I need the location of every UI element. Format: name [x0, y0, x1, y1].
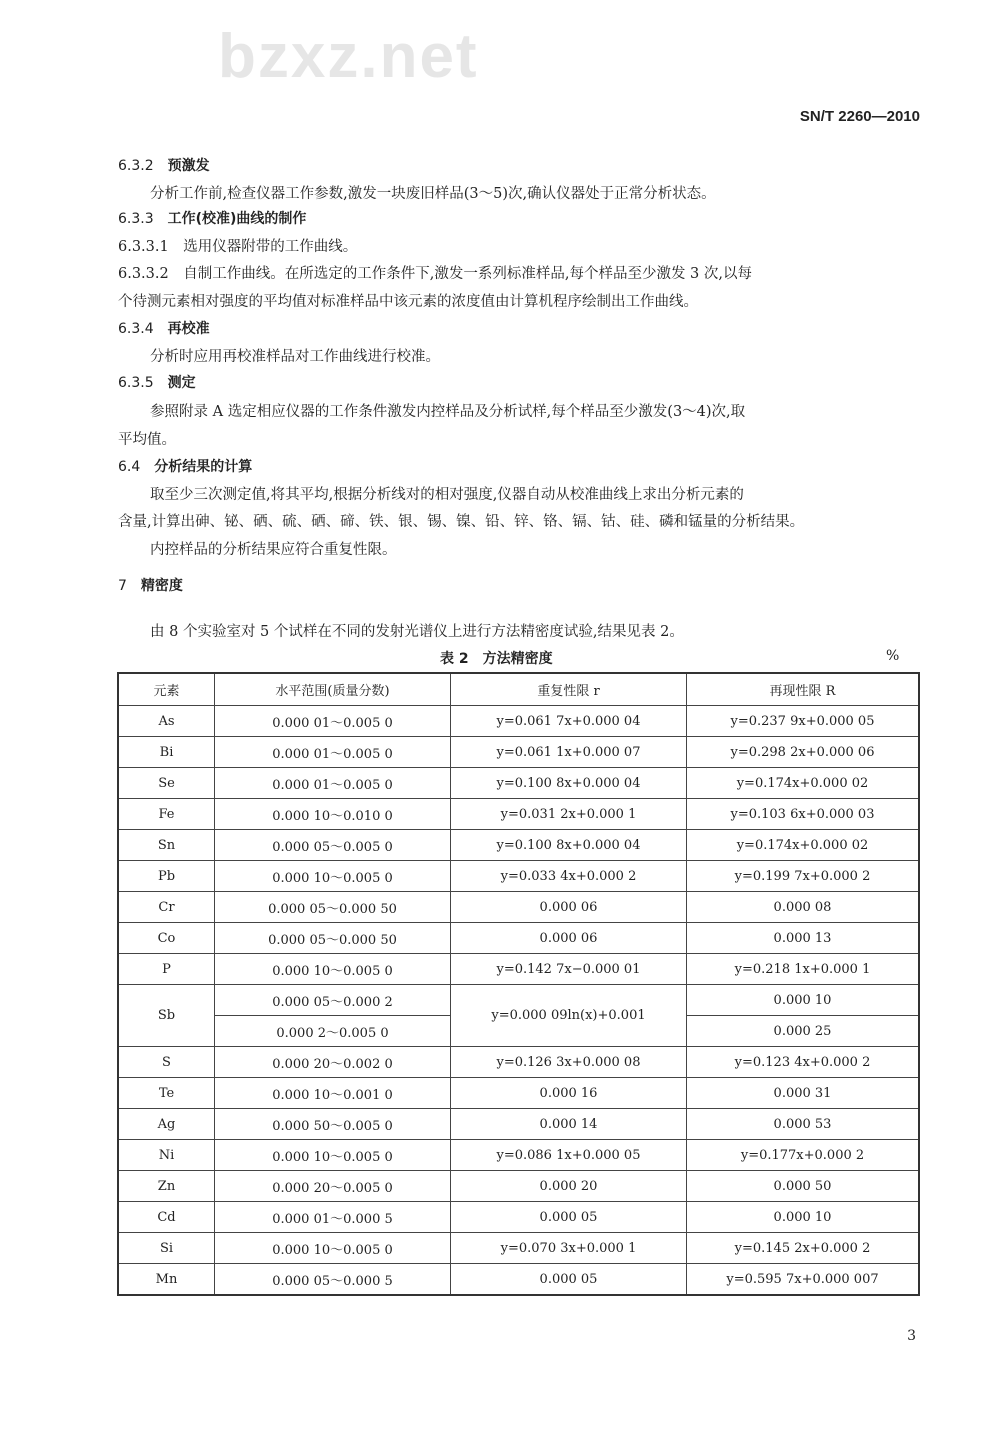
header-element: 元素: [118, 673, 215, 706]
table-row: [118, 985, 919, 1016]
cell-reproducibility: y=0.218 1x+0.000 1: [687, 954, 920, 985]
paragraph-line: 由 8 个实验室对 5 个试样在不同的发射光谱仪上进行方法精密度试验,结果见表 2。: [150, 624, 684, 640]
header-range: 水平范围(质量分数): [215, 673, 451, 706]
cell-element: Ag: [118, 1109, 215, 1140]
cell-reproducibility: 0.000 53: [687, 1109, 920, 1140]
cell-range: 0.000 05～0.000 2: [215, 985, 451, 1016]
cell-reproducibility: 0.000 13: [687, 923, 920, 954]
table-row: [118, 1202, 919, 1233]
cell-reproducibility: y=0.174x+0.000 02: [687, 768, 920, 799]
paragraph-line: 内控样品的分析结果应符合重复性限。: [150, 542, 397, 558]
cell-reproducibility: y=0.199 7x+0.000 2: [687, 861, 920, 892]
cell-element: Zn: [118, 1171, 215, 1202]
table-row: [118, 1233, 919, 1264]
cell-range: 0.000 20～0.005 0: [215, 1171, 451, 1202]
cell-range: 0.000 01～0.005 0: [215, 768, 451, 799]
cell-range: 0.000 20～0.002 0: [215, 1047, 451, 1078]
section-number: 6.4: [118, 459, 141, 475]
section-title: 测定: [167, 375, 196, 391]
cell-reproducibility: 0.000 50: [687, 1171, 920, 1202]
paragraph-line: 取至少三次测定值,将其平均,根据分析线对的相对强度,仪器自动从校准曲线上求出分析元素的: [150, 487, 744, 503]
cell-element: Bi: [118, 737, 215, 768]
cell-element: Sn: [118, 830, 215, 861]
table-row: [118, 861, 919, 892]
header-reproducibility: 再现性限 R: [687, 673, 920, 706]
paragraph-line: 6.3.3.1 选用仪器附带的工作曲线。: [118, 239, 358, 255]
cell-element: Mn: [118, 1264, 215, 1296]
cell-repeatability: 0.000 06: [451, 892, 687, 923]
section-title: 精密度: [140, 578, 183, 594]
paragraph-line: 平均值。: [118, 432, 176, 448]
cell-element: Cr: [118, 892, 215, 923]
cell-reproducibility: y=0.174x+0.000 02: [687, 830, 920, 861]
cell-reproducibility: y=0.145 2x+0.000 2: [687, 1233, 920, 1264]
cell-repeatability: 0.000 06: [451, 923, 687, 954]
section-heading: [118, 456, 252, 476]
cell-element: Co: [118, 923, 215, 954]
table-row: [118, 892, 919, 923]
cell-element: As: [118, 706, 215, 737]
cell-reproducibility: 0.000 25: [687, 1016, 920, 1047]
standard-number: SN/T 2260—2010: [799, 108, 920, 125]
table-row: [118, 1171, 919, 1202]
cell-element: Cd: [118, 1202, 215, 1233]
table-row: [118, 799, 919, 830]
table-row: [118, 1047, 919, 1078]
table-row: [118, 954, 919, 985]
cell-element: Se: [118, 768, 215, 799]
page-number: 3: [907, 1328, 916, 1344]
section-title: 工作(校准)曲线的制作: [167, 211, 307, 227]
paragraph-line: 个待测元素相对强度的平均值对标准样品中该元素的浓度值由计算机程序绘制出工作曲线。: [118, 294, 698, 310]
section-number: 6.3.4: [118, 321, 154, 337]
paragraph-line: 6.3.3.2 自制工作曲线。在所选定的工作条件下,激发一系列标准样品,每个样品至少激发 3 次,以每: [118, 266, 752, 282]
cell-range: 0.000 50～0.005 0: [215, 1109, 451, 1140]
cell-range: 0.000 05～0.000 5: [215, 1264, 451, 1296]
section-heading: [118, 575, 183, 595]
cell-element: Sb: [118, 985, 215, 1047]
section-number: 6.3.2: [118, 158, 154, 174]
cell-reproducibility: 0.000 31: [687, 1078, 920, 1109]
cell-repeatability: y=0.086 1x+0.000 05: [451, 1140, 687, 1171]
paragraph-line: 分析时应用再校准样品对工作曲线进行校准。: [150, 349, 440, 365]
cell-repeatability: 0.000 05: [451, 1264, 687, 1296]
cell-repeatability: y=0.126 3x+0.000 08: [451, 1047, 687, 1078]
cell-range: 0.000 2～0.005 0: [215, 1016, 451, 1047]
cell-range: 0.000 10～0.005 0: [215, 1233, 451, 1264]
section-heading: [118, 372, 196, 392]
table-row: [118, 737, 919, 768]
cell-repeatability: 0.000 20: [451, 1171, 687, 1202]
table-header-row: [118, 673, 919, 706]
cell-repeatability: y=0.061 7x+0.000 04: [451, 706, 687, 737]
cell-repeatability: y=0.070 3x+0.000 1: [451, 1233, 687, 1264]
section-number: 6.3.3: [118, 211, 154, 227]
table-unit: %: [886, 648, 900, 664]
paragraph-line: 含量,计算出砷、铋、硒、硫、硒、碲、铁、银、锡、镍、铅、锌、铬、镉、钴、硅、磷和锰量的分析结果。: [118, 514, 805, 530]
cell-element: Si: [118, 1233, 215, 1264]
cell-repeatability: 0.000 14: [451, 1109, 687, 1140]
cell-range: 0.000 01～0.000 5: [215, 1202, 451, 1233]
paragraph-line: 分析工作前,检查仪器工作参数,激发一块废旧样品(3～5)次,确认仪器处于正常分析状态。: [150, 186, 716, 202]
table-row: [118, 1078, 919, 1109]
cell-element: P: [118, 954, 215, 985]
cell-repeatability: y=0.061 1x+0.000 07: [451, 737, 687, 768]
section-number: 6.3.5: [118, 375, 154, 391]
paragraph-line: 参照附录 A 选定相应仪器的工作条件激发内控样品及分析试样,每个样品至少激发(3～4)次,取: [150, 404, 746, 420]
table-row: [118, 1109, 919, 1140]
cell-reproducibility: 0.000 10: [687, 1202, 920, 1233]
cell-range: 0.000 10～0.005 0: [215, 1140, 451, 1171]
cell-reproducibility: y=0.298 2x+0.000 06: [687, 737, 920, 768]
section-title: 分析结果的计算: [154, 459, 253, 475]
cell-reproducibility: y=0.123 4x+0.000 2: [687, 1047, 920, 1078]
section-heading: [118, 155, 210, 175]
cell-repeatability: y=0.033 4x+0.000 2: [451, 861, 687, 892]
table-row: [118, 830, 919, 861]
cell-range: 0.000 10～0.005 0: [215, 954, 451, 985]
section-title: 再校准: [167, 321, 210, 337]
cell-range: 0.000 05～0.000 50: [215, 923, 451, 954]
cell-element: Te: [118, 1078, 215, 1109]
table-row: [118, 923, 919, 954]
cell-range: 0.000 10～0.001 0: [215, 1078, 451, 1109]
table-caption: 表 2 方法精密度: [440, 651, 553, 667]
section-heading: [118, 208, 306, 228]
cell-range: 0.000 01～0.005 0: [215, 706, 451, 737]
table-row: [118, 1264, 919, 1296]
cell-repeatability: y=0.142 7x−0.000 01: [451, 954, 687, 985]
cell-repeatability: y=0.000 09ln(x)+0.001: [451, 985, 687, 1047]
precision-table: [117, 672, 920, 1296]
cell-range: 0.000 10～0.005 0: [215, 861, 451, 892]
cell-repeatability: 0.000 05: [451, 1202, 687, 1233]
section-heading: [118, 318, 210, 338]
cell-reproducibility: y=0.103 6x+0.000 03: [687, 799, 920, 830]
section-title: 预激发: [167, 158, 210, 174]
table-row: [118, 1140, 919, 1171]
watermark: bzxz.net: [218, 22, 479, 91]
cell-repeatability: y=0.100 8x+0.000 04: [451, 830, 687, 861]
cell-range: 0.000 01～0.005 0: [215, 737, 451, 768]
cell-range: 0.000 10～0.010 0: [215, 799, 451, 830]
cell-range: 0.000 05～0.005 0: [215, 830, 451, 861]
table-row: [118, 768, 919, 799]
cell-element: Ni: [118, 1140, 215, 1171]
cell-reproducibility: y=0.595 7x+0.000 007: [687, 1264, 920, 1296]
cell-range: 0.000 05～0.000 50: [215, 892, 451, 923]
cell-repeatability: y=0.100 8x+0.000 04: [451, 768, 687, 799]
cell-repeatability: 0.000 16: [451, 1078, 687, 1109]
cell-reproducibility: y=0.177x+0.000 2: [687, 1140, 920, 1171]
section-number: 7: [118, 578, 127, 594]
cell-element: Pb: [118, 861, 215, 892]
cell-element: S: [118, 1047, 215, 1078]
cell-reproducibility: y=0.237 9x+0.000 05: [687, 706, 920, 737]
cell-reproducibility: 0.000 10: [687, 985, 920, 1016]
cell-repeatability: y=0.031 2x+0.000 1: [451, 799, 687, 830]
header-repeatability: 重复性限 r: [451, 673, 687, 706]
cell-reproducibility: 0.000 08: [687, 892, 920, 923]
table-row: [118, 706, 919, 737]
cell-element: Fe: [118, 799, 215, 830]
